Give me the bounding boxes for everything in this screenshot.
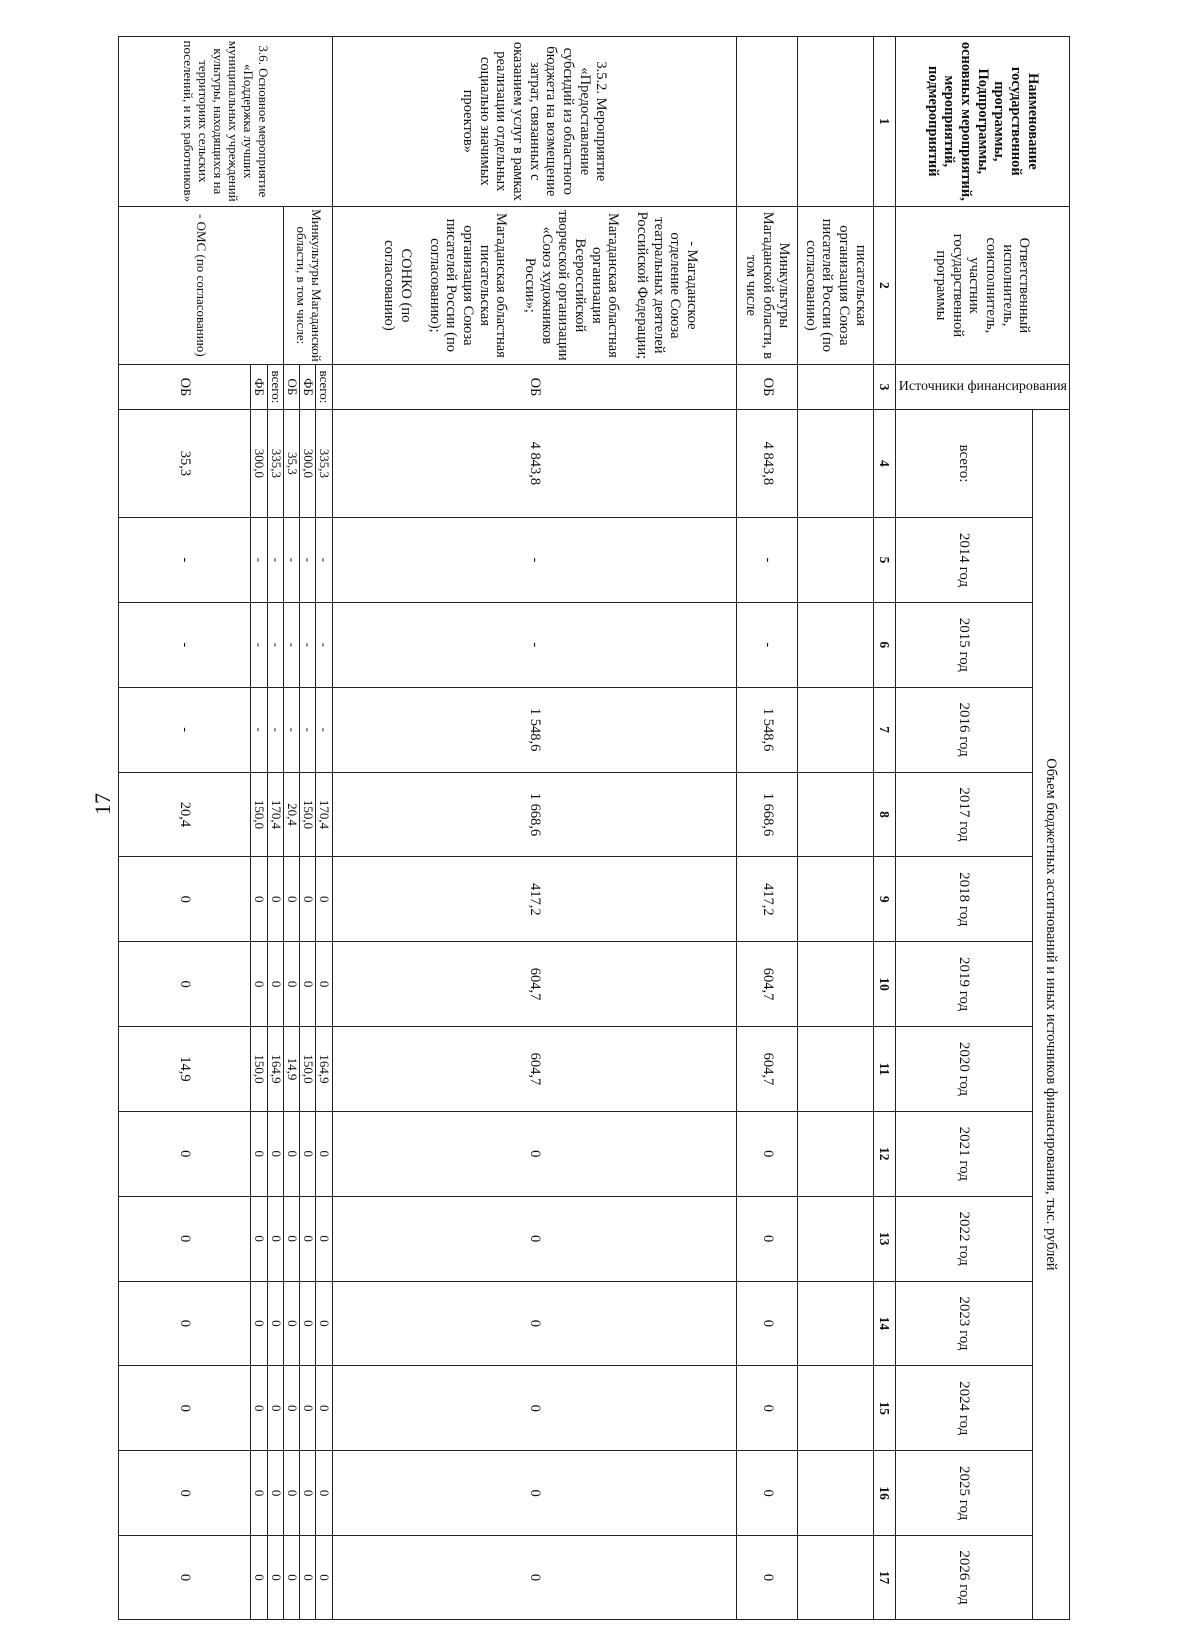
source-cell: ОБ [283, 365, 299, 410]
value-cell: 604,7 [332, 942, 737, 1027]
empty-cell [798, 687, 873, 772]
table-row [332, 37, 737, 1620]
column-number: 12 [873, 1111, 895, 1196]
value-cell: 0 [283, 1366, 299, 1451]
header-name: Наименование государственной программы, Подпрограммы, основных мероприятий, мероприятий, подмероприятий [895, 37, 1069, 207]
value-cell: 35,3 [283, 409, 299, 517]
value-cell: 0 [316, 1281, 332, 1366]
value-cell: 604,7 [737, 942, 798, 1027]
header-year: 2022 год [895, 1196, 1032, 1281]
value-cell: 35,3 [119, 409, 251, 517]
value-cell: 0 [251, 942, 267, 1027]
value-cell: 417,2 [332, 857, 737, 942]
source-cell: ФБ [251, 365, 267, 410]
value-cell: 0 [283, 857, 299, 942]
value-cell: 0 [332, 1196, 737, 1281]
column-number: 10 [873, 942, 895, 1027]
empty-cell [798, 409, 873, 517]
value-cell: 0 [267, 857, 283, 942]
value-cell: 0 [283, 1451, 299, 1536]
source-cell: ОБ [737, 365, 798, 410]
source-cell: ФБ [300, 365, 316, 410]
value-cell: 0 [119, 1366, 251, 1451]
column-number: 2 [873, 206, 895, 365]
value-cell: - [283, 687, 299, 772]
value-cell: 0 [332, 1366, 737, 1451]
value-cell: 0 [316, 942, 332, 1027]
column-number: 9 [873, 857, 895, 942]
value-cell: 0 [300, 857, 316, 942]
header-year: 2023 год [895, 1281, 1032, 1366]
value-cell: - [300, 518, 316, 603]
empty-cell [798, 518, 873, 603]
value-cell: 0 [283, 1536, 299, 1620]
financing-table [118, 36, 1070, 1620]
value-cell: 170,4 [316, 772, 332, 857]
value-cell: - [283, 518, 299, 603]
value-cell: 0 [119, 942, 251, 1027]
value-cell: 0 [737, 1451, 798, 1536]
value-cell: 604,7 [332, 1027, 737, 1112]
value-cell: 0 [119, 857, 251, 942]
header-row [1033, 37, 1070, 1620]
value-cell: - [316, 687, 332, 772]
value-cell: 0 [316, 1536, 332, 1620]
table-row [316, 37, 332, 1620]
value-cell: 170,4 [267, 772, 283, 857]
value-cell: - [332, 518, 737, 603]
value-cell: 300,0 [300, 409, 316, 517]
name-cell: 3.6. Основное мероприятие «Поддержка лучших муниципальных учреждений культуры, находящихся на территориях сельских поселений, и их работников» [119, 37, 333, 207]
value-cell: 0 [300, 1366, 316, 1451]
value-cell: - [332, 602, 737, 687]
value-cell: 0 [300, 1536, 316, 1620]
executor-cell: - ОМС (по согласованию) [119, 206, 284, 365]
executor-cell: Минкультуры Магаданской области, в том числе [737, 206, 798, 365]
value-cell: - [737, 518, 798, 603]
value-cell: 1 548,6 [737, 687, 798, 772]
value-cell: - [737, 602, 798, 687]
value-cell: 0 [316, 857, 332, 942]
value-cell: 0 [251, 1366, 267, 1451]
empty-cell [798, 365, 873, 410]
executor-line: Магаданская областная писательская организация Союза писателей России (по согласованию); [426, 212, 510, 358]
value-cell: - [267, 687, 283, 772]
header-year: 2021 год [895, 1111, 1032, 1196]
value-cell: - [251, 602, 267, 687]
column-number: 16 [873, 1451, 895, 1536]
value-cell: 0 [251, 1111, 267, 1196]
table-row [267, 37, 283, 1620]
header-year: 2019 год [895, 942, 1032, 1027]
value-cell: - [316, 602, 332, 687]
value-cell: - [119, 687, 251, 772]
value-cell: 300,0 [251, 409, 267, 517]
value-cell: - [300, 602, 316, 687]
header-source-label: Источники финансирования [898, 378, 1067, 394]
column-number: 3 [873, 365, 895, 410]
value-cell: 0 [119, 1111, 251, 1196]
column-number: 5 [873, 518, 895, 603]
executor-line: - Магаданское отделение Союза театральных деятелей Российской Федерации; [634, 211, 701, 360]
value-cell: 20,4 [119, 772, 251, 857]
column-number: 4 [873, 409, 895, 517]
value-cell: - [251, 687, 267, 772]
executor-line: СОНКО (по согласованию) [381, 240, 415, 331]
value-cell: 0 [119, 1281, 251, 1366]
header-total: всего: [895, 409, 1032, 517]
executor-cell [332, 206, 737, 365]
empty-cell [798, 1111, 873, 1196]
executor-cell: писательская организация Союза писателей России (по согласованию) [798, 206, 873, 365]
header-year: 2018 год [895, 857, 1032, 942]
value-cell: 0 [316, 1111, 332, 1196]
value-cell: 0 [251, 1536, 267, 1620]
column-number: 6 [873, 602, 895, 687]
value-cell: 150,0 [251, 772, 267, 857]
value-cell: 14,9 [283, 1027, 299, 1112]
value-cell: 1 668,6 [737, 772, 798, 857]
empty-cell [798, 1196, 873, 1281]
value-cell: - [283, 602, 299, 687]
value-cell: 14,9 [119, 1027, 251, 1112]
value-cell: 0 [267, 1366, 283, 1451]
column-number: 8 [873, 772, 895, 857]
value-cell: 0 [332, 1281, 737, 1366]
value-cell: - [300, 687, 316, 772]
header-executor: Ответственный исполнитель, соисполнитель, участник государственной программы [895, 206, 1069, 365]
value-cell: - [251, 518, 267, 603]
value-cell: 0 [737, 1536, 798, 1620]
source-cell: ОБ [332, 365, 737, 410]
table-row [737, 37, 798, 1620]
source-cell: всего: [316, 365, 332, 410]
value-cell: 0 [316, 1196, 332, 1281]
header-year: 2016 год [895, 687, 1032, 772]
name-cell: 3.5.2. Мероприятие «Предоставление субсидий из областного бюджета на возмещение затрат, связанных с оказанием услуг в рамках реализации отдельных социально значимых проектов» [332, 37, 737, 207]
name-cell [737, 37, 798, 207]
value-cell: 0 [332, 1451, 737, 1536]
empty-cell [798, 942, 873, 1027]
empty-cell [798, 1451, 873, 1536]
value-cell: 0 [737, 1111, 798, 1196]
value-cell: 417,2 [737, 857, 798, 942]
value-cell: 0 [300, 1281, 316, 1366]
header-year: 2014 год [895, 518, 1032, 603]
value-cell: 0 [119, 1196, 251, 1281]
column-number: 1 [873, 37, 895, 207]
value-cell: 0 [283, 1111, 299, 1196]
name-cell [798, 37, 873, 207]
value-cell: 0 [332, 1111, 737, 1196]
header-year: 2024 год [895, 1366, 1032, 1451]
value-cell: 0 [316, 1451, 332, 1536]
value-cell: 0 [251, 1281, 267, 1366]
column-numbers-row [873, 37, 895, 1620]
value-cell: 4 843,8 [332, 409, 737, 517]
value-cell: 0 [251, 857, 267, 942]
value-cell: 0 [300, 1451, 316, 1536]
executor-cell: Минкультуры Магаданской области, в том числе: [283, 206, 332, 365]
value-cell: 1 548,6 [332, 687, 737, 772]
value-cell: 150,0 [300, 1027, 316, 1112]
empty-cell [798, 1366, 873, 1451]
value-cell: 0 [332, 1536, 737, 1620]
value-cell: 164,9 [267, 1027, 283, 1112]
value-cell: - [267, 602, 283, 687]
empty-cell [798, 602, 873, 687]
value-cell: 1 668,6 [332, 772, 737, 857]
value-cell: 0 [119, 1451, 251, 1536]
column-number: 14 [873, 1281, 895, 1366]
header-year: 2017 год [895, 772, 1032, 857]
page-number: 17 [90, 793, 115, 815]
value-cell: - [119, 518, 251, 603]
value-cell: 150,0 [251, 1027, 267, 1112]
header-volume: Объем бюджетных ассигнований и иных источников финансирования, тыс. рублей [1033, 409, 1070, 1619]
value-cell: 0 [119, 1536, 251, 1620]
rotated-page [118, 36, 1070, 1620]
value-cell: 0 [300, 942, 316, 1027]
value-cell: 0 [267, 1536, 283, 1620]
empty-cell [798, 1027, 873, 1112]
column-number: 15 [873, 1366, 895, 1451]
value-cell: 0 [267, 942, 283, 1027]
table-row [798, 37, 873, 1620]
value-cell: 20,4 [283, 772, 299, 857]
empty-cell [798, 857, 873, 942]
value-cell: 0 [267, 1451, 283, 1536]
value-cell: 0 [267, 1111, 283, 1196]
value-cell: 0 [283, 942, 299, 1027]
value-cell: 0 [267, 1281, 283, 1366]
header-year: 2025 год [895, 1451, 1032, 1536]
value-cell: 0 [283, 1196, 299, 1281]
header-source [895, 365, 1069, 410]
value-cell: 0 [300, 1196, 316, 1281]
value-cell: 0 [283, 1281, 299, 1366]
value-cell: - [316, 518, 332, 603]
value-cell: 0 [267, 1196, 283, 1281]
value-cell: 0 [737, 1366, 798, 1451]
value-cell: 604,7 [737, 1027, 798, 1112]
executor-line: Магаданская областная организация Всероссийской творческой организации «Союз художников России»; [522, 210, 622, 361]
source-cell: всего: [267, 365, 283, 410]
value-cell: 0 [316, 1366, 332, 1451]
empty-cell [798, 772, 873, 857]
value-cell: 164,9 [316, 1027, 332, 1112]
source-cell: ОБ [119, 365, 251, 410]
header-year: 2015 год [895, 602, 1032, 687]
header-year: 2020 год [895, 1027, 1032, 1112]
value-cell: 0 [300, 1111, 316, 1196]
empty-cell [798, 1536, 873, 1620]
header-year: 2026 год [895, 1536, 1032, 1620]
column-number: 11 [873, 1027, 895, 1112]
value-cell: 0 [251, 1451, 267, 1536]
value-cell: 4 843,8 [737, 409, 798, 517]
column-number: 17 [873, 1536, 895, 1620]
value-cell: 0 [251, 1196, 267, 1281]
value-cell: 0 [737, 1196, 798, 1281]
value-cell: - [119, 602, 251, 687]
empty-cell [798, 1281, 873, 1366]
value-cell: 0 [737, 1281, 798, 1366]
column-number: 7 [873, 687, 895, 772]
value-cell: 335,3 [267, 409, 283, 517]
value-cell: 150,0 [300, 772, 316, 857]
value-cell: - [267, 518, 283, 603]
value-cell: 335,3 [316, 409, 332, 517]
column-number: 13 [873, 1196, 895, 1281]
